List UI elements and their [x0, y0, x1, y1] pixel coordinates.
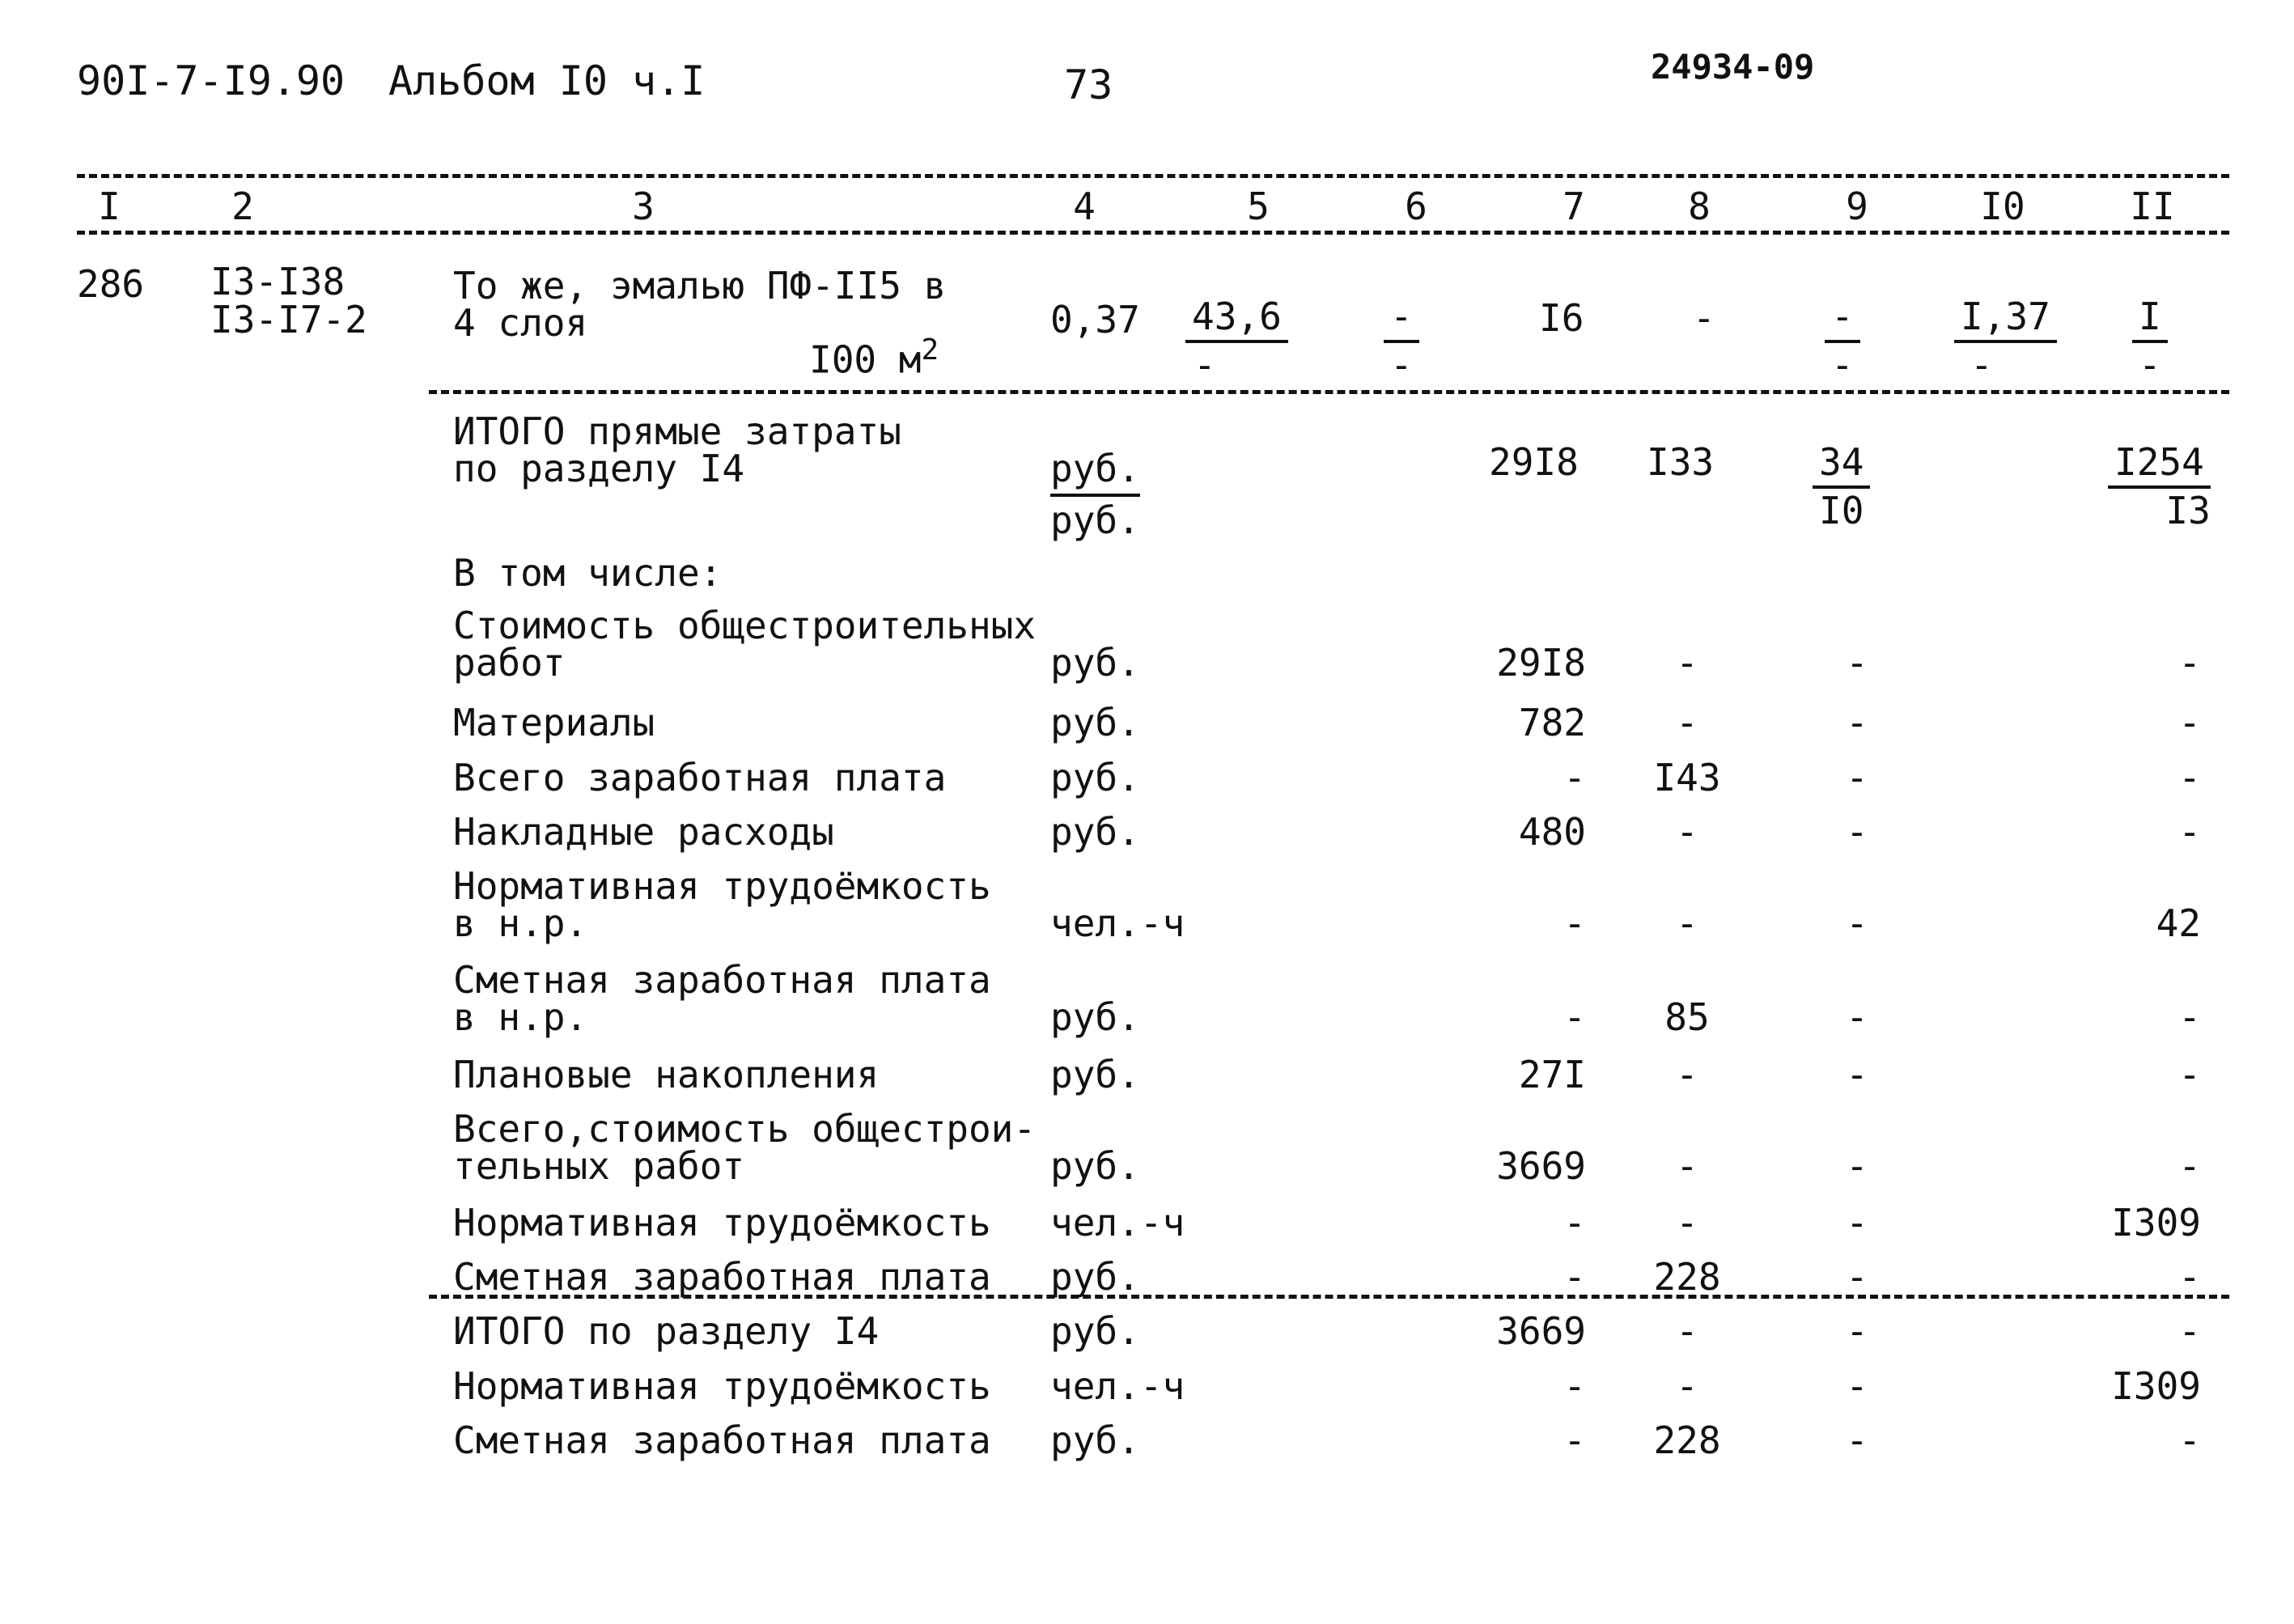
item-c8: -: [1693, 296, 1715, 340]
row-c7: 3669: [1496, 1309, 1586, 1353]
col-header-5: 5: [1247, 184, 1270, 228]
row-label: Плановые накопления: [453, 1053, 880, 1096]
row-c9: -: [1846, 756, 1868, 799]
row-c9: -: [1846, 995, 1868, 1039]
row-c11: -: [2178, 1144, 2201, 1188]
row-c7: -: [1563, 901, 1586, 945]
item-c11: $\frac{I}{-}$: [2132, 298, 2168, 384]
total-direct-c9: $\frac{34}{I0}$: [1813, 443, 1870, 529]
item-c9: $\frac{-}{-}$: [1825, 298, 1860, 384]
row-c9: -: [1846, 1053, 1868, 1096]
row-label: в н.р.: [453, 901, 588, 945]
item-code-2: I3-I7-2: [210, 298, 367, 341]
row-c7: 480: [1518, 810, 1586, 854]
item-unit: I00 $м^2$: [809, 333, 939, 382]
total-direct-line-1: ИТОГО прямые затраты: [453, 409, 901, 453]
row-c11: -: [2178, 995, 2201, 1039]
row-c8: 85: [1664, 995, 1710, 1039]
row-label: Нормативная трудоёмкость: [453, 1201, 991, 1245]
row-unit: руб.: [1050, 1255, 1140, 1299]
header-rule-top: [77, 174, 2229, 178]
item-number: 286: [77, 262, 145, 306]
section-rule-1: [429, 390, 2229, 394]
row-c8: -: [1676, 1201, 1698, 1245]
row-c9: -: [1846, 1309, 1868, 1353]
row-label: Сметная заработная плата: [453, 1255, 991, 1299]
row-c11: -: [2178, 1255, 2201, 1299]
row-label: Нормативная трудоёмкость: [453, 864, 991, 908]
col-header-10: I0: [1980, 184, 2025, 228]
row-c8: 228: [1653, 1418, 1721, 1462]
item-c5: $\frac{43,6}{-}$: [1185, 298, 1288, 384]
header-rule-bottom: [77, 231, 2229, 235]
total-direct-c7: 29I8: [1489, 440, 1579, 484]
section-rule-2: [429, 1295, 2229, 1299]
row-c11: I309: [2111, 1201, 2201, 1245]
including-label: В том числе:: [453, 551, 723, 595]
row-c7: -: [1563, 1418, 1586, 1462]
row-c8: 228: [1653, 1255, 1721, 1299]
item-c10: $\frac{I,37}{-}$: [1954, 298, 2057, 384]
row-unit: руб.: [1050, 701, 1140, 744]
row-c9: -: [1846, 641, 1868, 685]
col-header-2: 2: [231, 184, 254, 228]
row-label: Накладные расходы: [453, 810, 834, 854]
row-c11: -: [2178, 1053, 2201, 1096]
item-c7: I6: [1539, 296, 1584, 340]
row-c11: 42: [2156, 901, 2201, 945]
row-c9: -: [1846, 1144, 1868, 1188]
total-direct-c8: I33: [1647, 440, 1715, 484]
row-c7: -: [1563, 756, 1586, 799]
col-header-6: 6: [1405, 184, 1427, 228]
row-unit: чел.-ч: [1050, 1201, 1185, 1245]
row-c7: -: [1563, 1201, 1586, 1245]
row-c11: -: [2178, 701, 2201, 744]
col-header-8: 8: [1688, 184, 1711, 228]
row-unit: руб.: [1050, 641, 1140, 685]
document-code: 90I-7-I9.90: [77, 57, 346, 104]
row-label: тельных работ: [453, 1144, 745, 1188]
col-header-9: 9: [1846, 184, 1868, 228]
row-unit: чел.-ч: [1050, 1364, 1185, 1408]
row-c8: -: [1676, 701, 1698, 744]
row-c7: 29I8: [1496, 641, 1586, 685]
row-label: Материалы: [453, 701, 655, 744]
row-c9: -: [1846, 901, 1868, 945]
page-number: 73: [1064, 61, 1113, 108]
row-label: Сметная заработная плата: [453, 1418, 991, 1462]
row-label: в н.р.: [453, 995, 588, 1039]
row-c11: -: [2178, 810, 2201, 854]
row-c8: -: [1676, 1053, 1698, 1096]
col-header-11: II: [2130, 184, 2175, 228]
row-c9: -: [1846, 1418, 1868, 1462]
row-c8: -: [1676, 1309, 1698, 1353]
item-desc-line-2: 4 слоя: [453, 301, 588, 345]
row-c9: -: [1846, 810, 1868, 854]
row-unit: руб.: [1050, 1309, 1140, 1353]
row-c11: -: [2178, 756, 2201, 799]
row-c8: -: [1676, 901, 1698, 945]
row-label: Всего,стоимость общестрои-: [453, 1107, 1037, 1151]
album-label: Альбом I0 ч.I: [388, 57, 706, 104]
row-c7: 782: [1518, 701, 1586, 744]
col-header-7: 7: [1563, 184, 1585, 228]
row-c7: -: [1563, 1255, 1586, 1299]
row-c9: -: [1846, 1364, 1868, 1408]
row-c11: I309: [2111, 1364, 2201, 1408]
row-c9: -: [1846, 1201, 1868, 1245]
row-c7: -: [1563, 995, 1586, 1039]
col-header-1: I: [98, 184, 121, 228]
row-label: работ: [453, 641, 566, 685]
row-c7: 3669: [1496, 1144, 1586, 1188]
row-label: ИТОГО по разделу I4: [453, 1309, 880, 1353]
row-unit: руб.: [1050, 1418, 1140, 1462]
stamp-number: 24934-09: [1651, 47, 1815, 87]
row-c9: -: [1846, 701, 1868, 744]
col-header-3: 3: [632, 184, 655, 228]
col-header-4: 4: [1073, 184, 1096, 228]
row-c11: -: [2178, 641, 2201, 685]
row-unit: руб.: [1050, 995, 1140, 1039]
row-c8: -: [1676, 1364, 1698, 1408]
row-c11: -: [2178, 1309, 2201, 1353]
row-unit: руб.: [1050, 1053, 1140, 1096]
item-desc-line-1: То же, эмалью ПФ-II5 в: [453, 264, 947, 307]
row-c8: -: [1676, 810, 1698, 854]
row-unit: руб.: [1050, 756, 1140, 799]
total-direct-unit-top: руб.: [1050, 450, 1140, 487]
row-label: Сметная заработная плата: [453, 958, 991, 1002]
row-unit: чел.-ч: [1050, 901, 1185, 945]
row-c7: 27I: [1518, 1053, 1586, 1096]
total-direct-line-2: по разделу I4: [453, 447, 745, 490]
row-c8: -: [1676, 641, 1698, 685]
row-c8: I43: [1653, 756, 1721, 799]
item-code-1: I3-I38: [210, 260, 346, 303]
row-c7: -: [1563, 1364, 1586, 1408]
row-c8: -: [1676, 1144, 1698, 1188]
item-c6: $\frac{-}{-}$: [1384, 298, 1419, 384]
row-label: Всего заработная плата: [453, 756, 947, 799]
row-c11: -: [2178, 1418, 2201, 1462]
row-label: Нормативная трудоёмкость: [453, 1364, 991, 1408]
item-c4: 0,37: [1050, 298, 1140, 341]
row-label: Стоимость общестроительных: [453, 604, 1037, 647]
total-direct-c11: $\frac{I254}{I3}$: [2108, 443, 2211, 529]
total-direct-unit-bottom: руб.: [1050, 498, 1140, 542]
row-unit: руб.: [1050, 810, 1140, 854]
row-c9: -: [1846, 1255, 1868, 1299]
row-unit: руб.: [1050, 1144, 1140, 1188]
